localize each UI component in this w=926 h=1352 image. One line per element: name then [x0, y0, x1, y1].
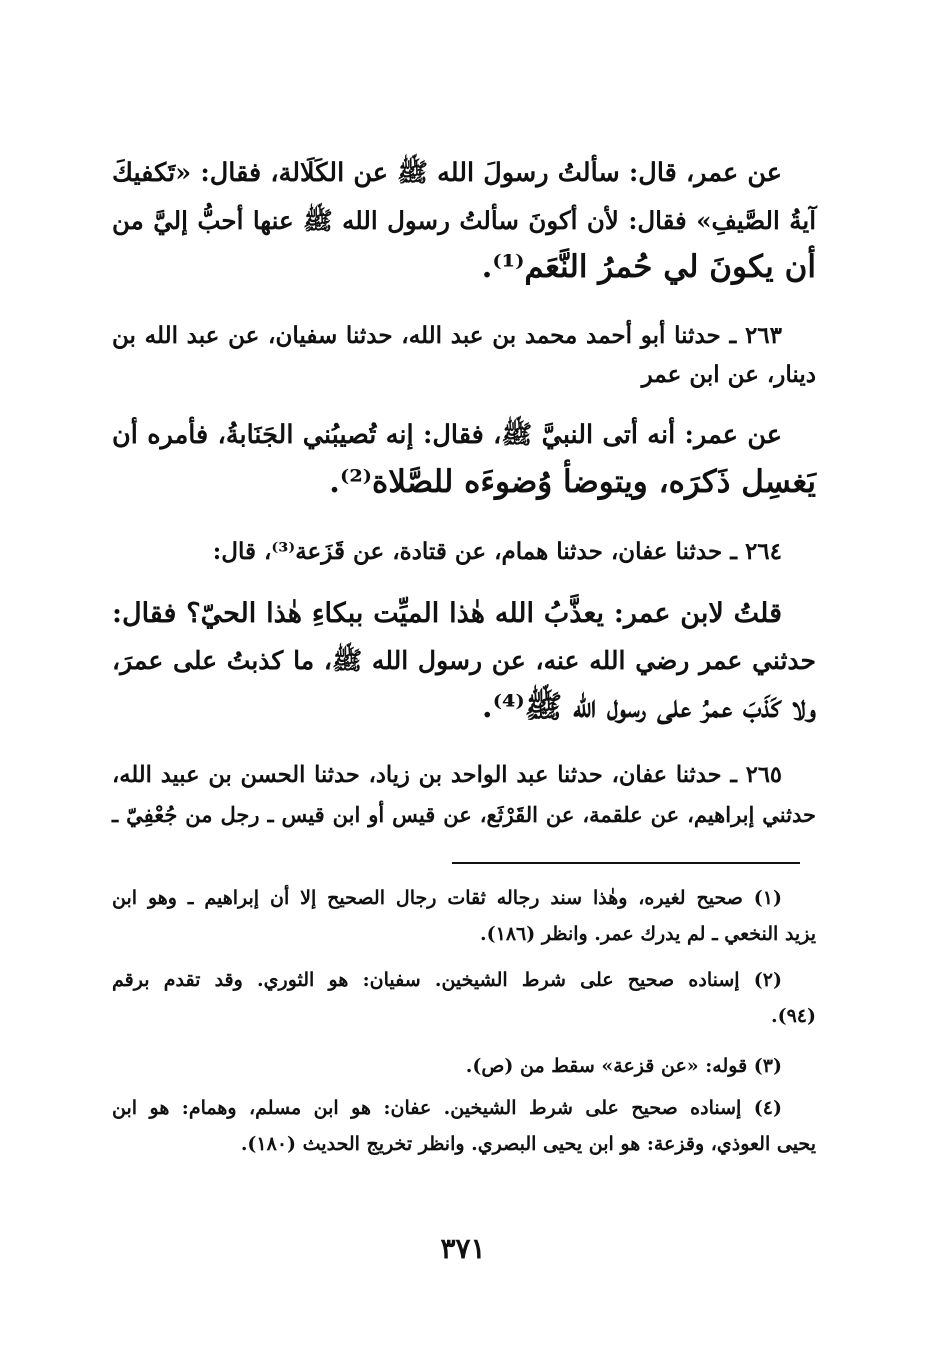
hadith-text-264 [112, 590, 816, 731]
text-line: آيةُ الصَّيفِ» فقال: لأن أكونَ سألتُ رسول الله ﷺ عنها أحبُّ إليَّ من [112, 206, 816, 235]
footnote-separator [452, 862, 800, 864]
footnote-1 [112, 880, 816, 952]
footnote-line: (٣) قوله: «عن قزعة» سقط من (ص). [465, 1055, 782, 1077]
footnote-4 [112, 1090, 816, 1162]
text-line: أن يكونَ لي حُمرُ النَّعَم⁽¹⁾. [481, 249, 816, 285]
text-line: ٢٦٤ ـ حدثنا عفان، حدثنا همام، عن قتادة، عن قَزَعة⁽³⁾، قال: [212, 538, 782, 565]
text-line: حدثني عمر رضي الله عنه، عن رسول الله ﷺ، ما كذبتُ على عمرَ، [112, 646, 816, 675]
isnad-264 [112, 532, 816, 571]
text-line: ٢٦٣ ـ حدثنا أبو أحمد محمد بن عبد الله، حدثنا سفيان، عن عبد الله بن [112, 322, 782, 349]
isnad-265 [112, 756, 816, 834]
footnote-line: (٢) إسناده صحيح على شرط الشيخين. سفيان: هو الثوري. وقد تقدم برقم [112, 969, 782, 991]
footnote-line: يزيد النخعي ـ لم يدرك عمر. وانظر (١٨٦). [480, 923, 816, 945]
text-line: عن عمر، قال: سألتُ رسولَ الله ﷺ عن الكَلَالة، فقال: «تَكفيكَ [112, 158, 782, 188]
page-number: ٣٧١ [440, 1232, 486, 1265]
footnote-line: (٩٤). [770, 1005, 816, 1027]
footnote-2 [112, 962, 816, 1034]
text-line: دينار، عن ابن عمر [641, 361, 816, 388]
isnad-263 [112, 316, 816, 394]
text-line: يَغسِل ذَكرَه، ويتوضأ وُضوءَه للصَّلاة⁽²⁾. [329, 464, 816, 500]
hadith-text-263 [112, 412, 816, 506]
footnote-3 [112, 1048, 816, 1084]
hadith-text-262 [112, 150, 816, 291]
text-line: ولا كَذَبَ عمرُ على رسول الله ﷺ⁽⁴⁾. [481, 689, 816, 725]
text-line: قلتُ لابن عمر: يعذَّبُ الله هٰذا الميِّت ببكاءِ هٰذا الحيّ؟ فقال: [112, 598, 782, 629]
footnote-line: (٤) إسناده صحيح على شرط الشيخين. عفان: هو ابن مسلم، وهمام: هو ابن [112, 1097, 782, 1119]
text-line: حدثني إبراهيم، عن علقمة، عن القَرْثَع، عن قيس أو ابن قيس ـ رجل من جُعْفِيّ ـ [112, 802, 816, 827]
text-line: عن عمر: أنه أتى النبيَّ ﷺ، فقال: إنه تُصيبُني الجَنَابةُ، فأمره أن [112, 420, 782, 450]
footnote-line: يحيى العوذي، وقزعة: هو ابن يحيى البصري. وانظر تخريج الحديث (١٨٠). [240, 1133, 816, 1155]
footnote-line: (١) صحيح لغيره، وهٰذا سند رجاله ثقات رجال الصحيح إلا أن إبراهيم ـ وهو ابن [112, 887, 782, 909]
text-line: ٢٦٥ ـ حدثنا عفان، حدثنا عبد الواحد بن زياد، حدثنا الحسن بن عبيد الله، [112, 762, 782, 788]
